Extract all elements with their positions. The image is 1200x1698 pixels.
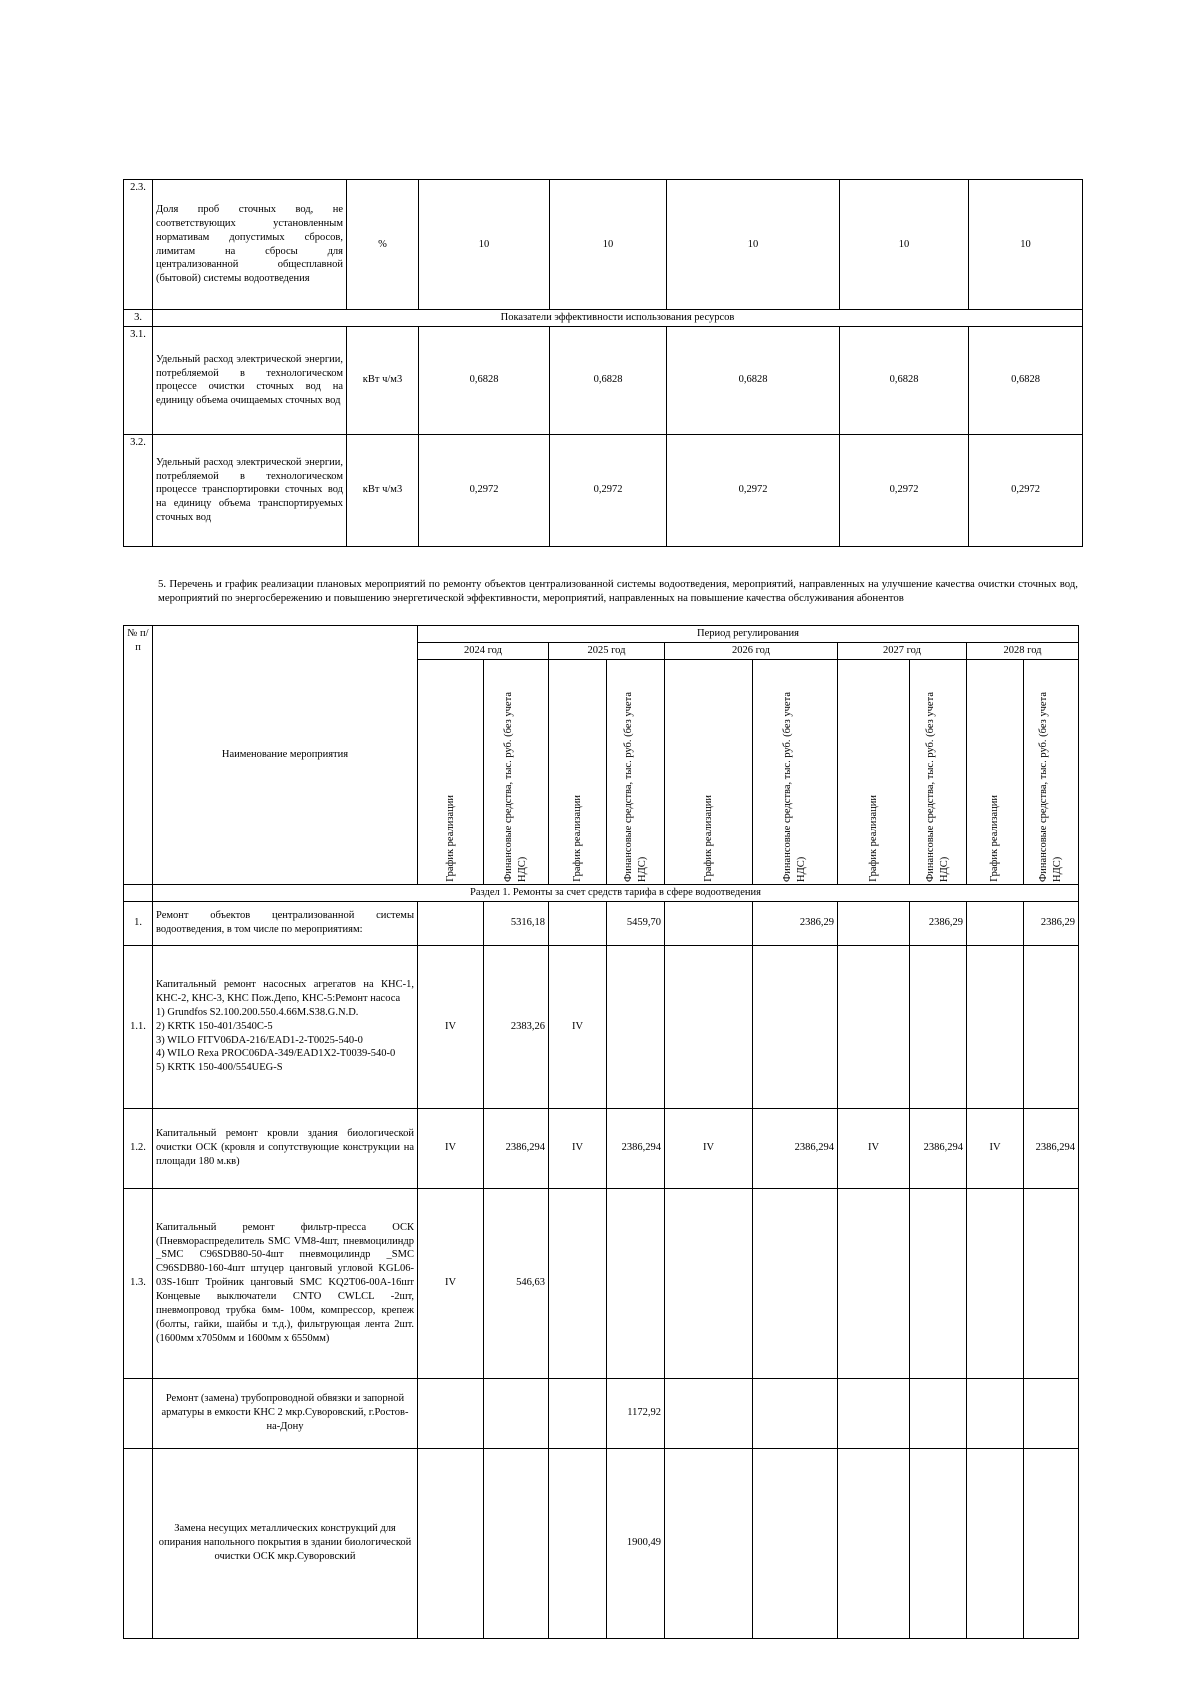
finance-2028 (1024, 1448, 1079, 1638)
schedule-2028: IV (967, 1108, 1024, 1188)
period-header: Период регулирования (418, 626, 1079, 643)
measure-name-line: Капитальный ремонт насосных агрегатов на КНС-1, КНС-2, КНС-3, КНС Пож.Депо, КНС-5:Ремонт насоса (156, 979, 414, 1004)
measure-name-line: 5) KRTK 150-400/554UEG-S (156, 1062, 283, 1074)
row-number: 1.3. (124, 1188, 153, 1378)
schedule-2024: IV (418, 1188, 484, 1378)
value-2024: 0,6828 (419, 326, 550, 434)
row-number: 3.1. (124, 326, 153, 434)
schedule-2028 (967, 1378, 1024, 1448)
schedule-2027 (838, 1378, 910, 1448)
schedule-2027 (838, 1188, 910, 1378)
value-2028: 0,6828 (969, 326, 1083, 434)
schedule-2027 (838, 901, 910, 945)
schedule-2024 (418, 1448, 484, 1638)
finance-2025 (607, 945, 665, 1108)
indicator-name: Доля проб сточных вод, не соответствующих установленным нормативам допустимых сбросов, лимитам на сбросы для централизованной общесплавной (бытовой) системы водоотведения (153, 180, 347, 310)
schedule-2025 (549, 1378, 607, 1448)
finance-2028 (1024, 945, 1079, 1108)
schedule-2028 (967, 945, 1024, 1108)
header-row-period (124, 626, 1079, 643)
schedule-2026 (665, 1448, 753, 1638)
section-row-3 (124, 310, 1083, 327)
measure-row-1-1 (124, 945, 1079, 1108)
finance-2027: 2386,29 (910, 901, 967, 945)
section-1-row (124, 884, 1079, 901)
schedule-header-2027: График реализации (838, 659, 910, 884)
measure-name: Капитальный ремонт кровли здания биологической очистки ОСК (кровля и сопутствующие конструкции на площади 180 м.кв) (153, 1108, 418, 1188)
value-2024: 0,2972 (419, 434, 550, 546)
finance-2024: 546,63 (484, 1188, 549, 1378)
value-2028: 10 (969, 180, 1083, 310)
value-2025: 10 (550, 180, 667, 310)
schedule-2025 (549, 1448, 607, 1638)
schedule-2025: IV (549, 1108, 607, 1188)
finance-2028 (1024, 1188, 1079, 1378)
value-2024: 10 (419, 180, 550, 310)
schedule-2024: IV (418, 945, 484, 1108)
section-1-title: Раздел 1. Ремонты за счет средств тарифа в сфере водоотведения (153, 884, 1079, 901)
schedule-2028 (967, 1448, 1024, 1638)
finance-2025: 5459,70 (607, 901, 665, 945)
row-number: 3. (124, 310, 153, 327)
indicator-unit: % (347, 180, 419, 310)
value-2025: 0,2972 (550, 434, 667, 546)
section-title: Показатели эффективности использования ресурсов (153, 310, 1083, 327)
indicator-row-3-2 (124, 434, 1083, 546)
finance-header-2025: Финансовые средства, тыс. руб. (без учета НДС) (607, 659, 665, 884)
row-number: 3.2. (124, 434, 153, 546)
schedule-2027 (838, 1448, 910, 1638)
finance-2028: 2386,294 (1024, 1108, 1079, 1188)
indicators-table (123, 179, 1083, 547)
finance-2025: 1900,49 (607, 1448, 665, 1638)
indicator-unit: кВт ч/м3 (347, 326, 419, 434)
measure-row-metal-structures (124, 1448, 1079, 1638)
empty-cell (124, 884, 153, 901)
schedule-2026 (665, 945, 753, 1108)
row-number: 1. (124, 901, 153, 945)
measure-row-1 (124, 901, 1079, 945)
finance-2027 (910, 1448, 967, 1638)
value-2026: 0,6828 (667, 326, 840, 434)
finance-2026 (753, 1448, 838, 1638)
schedule-2024: IV (418, 1108, 484, 1188)
finance-header-2026: Финансовые средства, тыс. руб. (без учета НДС) (753, 659, 838, 884)
row-number (124, 1378, 153, 1448)
finance-2026 (753, 1378, 838, 1448)
finance-header-2024: Финансовые средства, тыс. руб. (без учета НДС) (484, 659, 549, 884)
finance-2026 (753, 1188, 838, 1378)
row-number: 1.2. (124, 1108, 153, 1188)
finance-2025: 1172,92 (607, 1378, 665, 1448)
schedule-2025 (549, 901, 607, 945)
row-number (124, 1448, 153, 1638)
measure-name (153, 945, 418, 1108)
finance-2024 (484, 1448, 549, 1638)
value-2026: 0,2972 (667, 434, 840, 546)
schedule-2026 (665, 901, 753, 945)
schedule-2026: IV (665, 1108, 753, 1188)
measure-row-pipe-replacement (124, 1378, 1079, 1448)
finance-2025: 2386,294 (607, 1108, 665, 1188)
finance-2028: 2386,29 (1024, 901, 1079, 945)
indicator-row-2-3 (124, 180, 1083, 310)
finance-2028 (1024, 1378, 1079, 1448)
value-2027: 0,6828 (840, 326, 969, 434)
schedule-header-2025: График реализации (549, 659, 607, 884)
value-2025: 0,6828 (550, 326, 667, 434)
schedule-2026 (665, 1188, 753, 1378)
schedule-2027: IV (838, 1108, 910, 1188)
value-2026: 10 (667, 180, 840, 310)
schedule-2026 (665, 1378, 753, 1448)
value-2028: 0,2972 (969, 434, 1083, 546)
schedule-header-2026: График реализации (665, 659, 753, 884)
year-header-2025: 2025 год (549, 642, 665, 659)
measure-name: Ремонт (замена) трубопроводной обвязки и запорной арматуры в емкости КНС 2 мкр.Суворовский, г.Ростов-на-Дону (153, 1378, 418, 1448)
value-2027: 10 (840, 180, 969, 310)
section-5-heading: 5. Перечень и график реализации плановых мероприятий по ремонту объектов централизованной системы водоотведения, мероприятий, направленных на улучшение качества очистки сточных вод, мероприятий по энергосбережению и повышению энергетической эффективности, мероприятий, направленных на повышение качества обслуживания абонентов (158, 578, 1078, 605)
year-header-2024: 2024 год (418, 642, 549, 659)
year-header-2027: 2027 год (838, 642, 967, 659)
finance-2027 (910, 945, 967, 1108)
finance-2024 (484, 1378, 549, 1448)
schedule-header-2028: График реализации (967, 659, 1024, 884)
row-number: 1.1. (124, 945, 153, 1108)
schedule-2025 (549, 1188, 607, 1378)
measure-name-line: 2) KRTK 150-401/3540С-5 (156, 1020, 273, 1032)
schedule-header-2024: График реализации (418, 659, 484, 884)
schedule-2025: IV (549, 945, 607, 1108)
indicator-name: Удельный расход электрической энергии, потребляемой в технологическом процессе транспортировки сточных вод на единицу объема транспортируемых сточных вод (153, 434, 347, 546)
finance-2026 (753, 945, 838, 1108)
value-2027: 0,2972 (840, 434, 969, 546)
indicator-row-3-1 (124, 326, 1083, 434)
schedule-2028 (967, 1188, 1024, 1378)
finance-2024: 2386,294 (484, 1108, 549, 1188)
finance-header-2027: Финансовые средства, тыс. руб. (без учета НДС) (910, 659, 967, 884)
measure-name: Ремонт объектов централизованной системы водоотведения, в том числе по мероприятиям: (153, 901, 418, 945)
finance-2026: 2386,294 (753, 1108, 838, 1188)
measure-name: Замена несущих металлических конструкций для опирания напольного покрытия в здании биологической очистки ОСК мкр.Суворовский (153, 1448, 418, 1638)
schedule-2028 (967, 901, 1024, 945)
measure-row-1-3 (124, 1188, 1079, 1378)
finance-2025 (607, 1188, 665, 1378)
indicator-unit: кВт ч/м3 (347, 434, 419, 546)
measure-name-header: Наименование мероприятия (153, 626, 418, 885)
year-header-2028: 2028 год (967, 642, 1079, 659)
finance-2026: 2386,29 (753, 901, 838, 945)
schedule-2027 (838, 945, 910, 1108)
measures-table (123, 625, 1079, 1639)
measure-name-line: 4) WILO Rexa PROC06DA-349/EAD1X2-T0039-540-0 (156, 1048, 396, 1060)
row-number: 2.3. (124, 180, 153, 310)
finance-2027 (910, 1378, 967, 1448)
indicator-name: Удельный расход электрической энергии, потребляемой в технологическом процессе очистки сточных вод на единицу объема очищаемых сточных вод (153, 326, 347, 434)
measure-row-1-2 (124, 1108, 1079, 1188)
finance-2024: 2383,26 (484, 945, 549, 1108)
finance-header-2028: Финансовые средства, тыс. руб. (без учета НДС) (1024, 659, 1079, 884)
measure-name-line: 1) Grundfos S2.100.200.550.4.66M.S38.G.N.D. (156, 1006, 359, 1018)
finance-2024: 5316,18 (484, 901, 549, 945)
finance-2027: 2386,294 (910, 1108, 967, 1188)
schedule-2024 (418, 901, 484, 945)
finance-2027 (910, 1188, 967, 1378)
year-header-2026: 2026 год (665, 642, 838, 659)
measure-name-line: 3) WILO FITV06DA-216/EAD1-2-T0025-540-0 (156, 1034, 363, 1046)
number-header: № п/п (124, 626, 153, 885)
measure-name: Капитальный ремонт фильтр-пресса ОСК (Пневмораспределитель SMC VM8-4шт, пневмоцилиндр _SMC C96SDB80-50-4шт пневмоцилиндр _SMC C96SDB80-160-4шт штуцер цанговый угловой KGL06-03S-16шт Тройник цанговый SMC KQ2T06-00A-16шт Концевые выключатели CNTO CWLCL -2шт, пневмопровод трубка 6мм- 100м, компрессор, крепеж (болты, гайки, шайбы и т.д.), фильтрующая лента 2шт. (1600мм х7050мм и 1600мм х 6550мм) (153, 1188, 418, 1378)
schedule-2024 (418, 1378, 484, 1448)
